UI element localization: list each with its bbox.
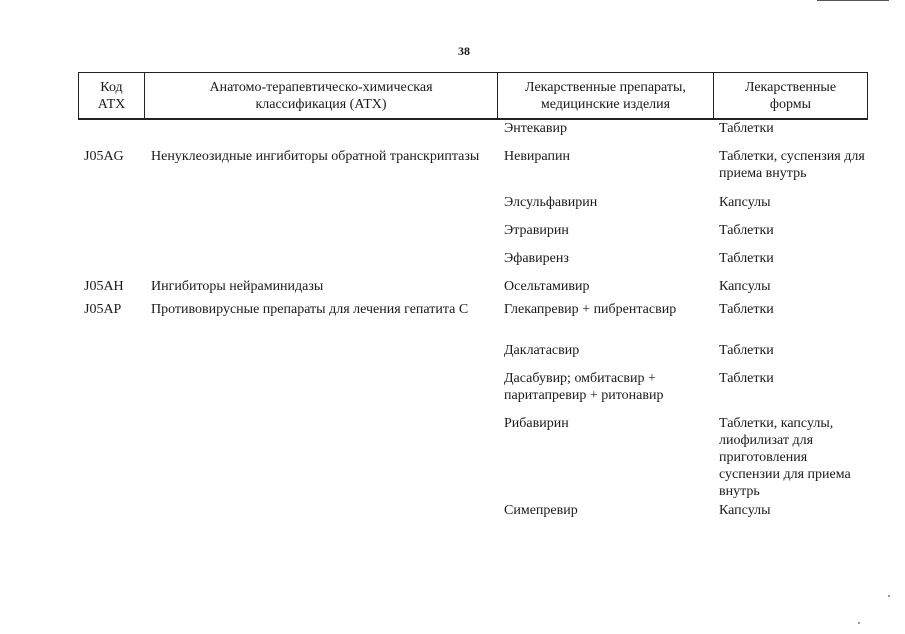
drug-cell: Даклатасвир <box>504 343 580 358</box>
form-cell: Таблетки <box>719 251 774 266</box>
form-cell: Таблетки <box>719 343 774 358</box>
atx-cell: Ненуклеозидные ингибиторы обратной транскриптазы <box>151 149 480 164</box>
drug-cell: Симепревир <box>504 503 578 518</box>
drug-cell: Этравирин <box>504 223 569 238</box>
code-cell: J05AP <box>84 302 122 317</box>
drug-cell: Энтекавир <box>504 121 567 136</box>
header-forms-label: Лекарственные формы <box>744 79 837 112</box>
form-cell: Таблетки <box>719 121 774 136</box>
code-cell: J05AG <box>84 149 124 164</box>
drug-cell: Элсульфавирин <box>504 195 598 210</box>
drug-cell: Осельтамивир <box>504 279 590 294</box>
atx-cell: Ингибиторы нейраминидазы <box>151 279 324 294</box>
form-cell: Капсулы <box>719 195 771 210</box>
drug-cell: Невирапин <box>504 149 570 164</box>
form-cell: Таблетки, капсулы, лиофилизат для приготовления суспензии для приема внутрь <box>719 416 851 499</box>
scan-speck <box>888 595 890 597</box>
form-cell: Таблетки, суспензия для приема внутрь <box>719 149 865 181</box>
drug-cell: Рибавирин <box>504 416 569 431</box>
form-cell: Таблетки <box>719 302 774 317</box>
header-drugs-label: Лекарственные препараты, медицинские изделия <box>525 79 686 112</box>
form-cell: Таблетки <box>719 371 774 386</box>
form-cell: Капсулы <box>719 279 771 294</box>
drug-cell: Глекапревир + пибрентасвир <box>504 302 677 317</box>
atx-cell: Противовирусные препараты для лечения гепатита С <box>151 302 469 317</box>
page-number: 38 <box>458 44 470 58</box>
code-cell: J05AH <box>84 279 124 294</box>
form-cell: Капсулы <box>719 503 771 518</box>
drug-cell: Дасабувир; омбитасвир + паритапревир + ритонавир <box>504 371 664 403</box>
form-cell: Таблетки <box>719 223 774 238</box>
header-atx-label: Анатомо-терапевтическо-химическая классификация (АТХ) <box>209 79 433 112</box>
drug-cell: Эфавиренз <box>504 251 569 266</box>
header-code-label: Код АТХ <box>97 79 126 112</box>
scan-speck <box>858 622 860 624</box>
